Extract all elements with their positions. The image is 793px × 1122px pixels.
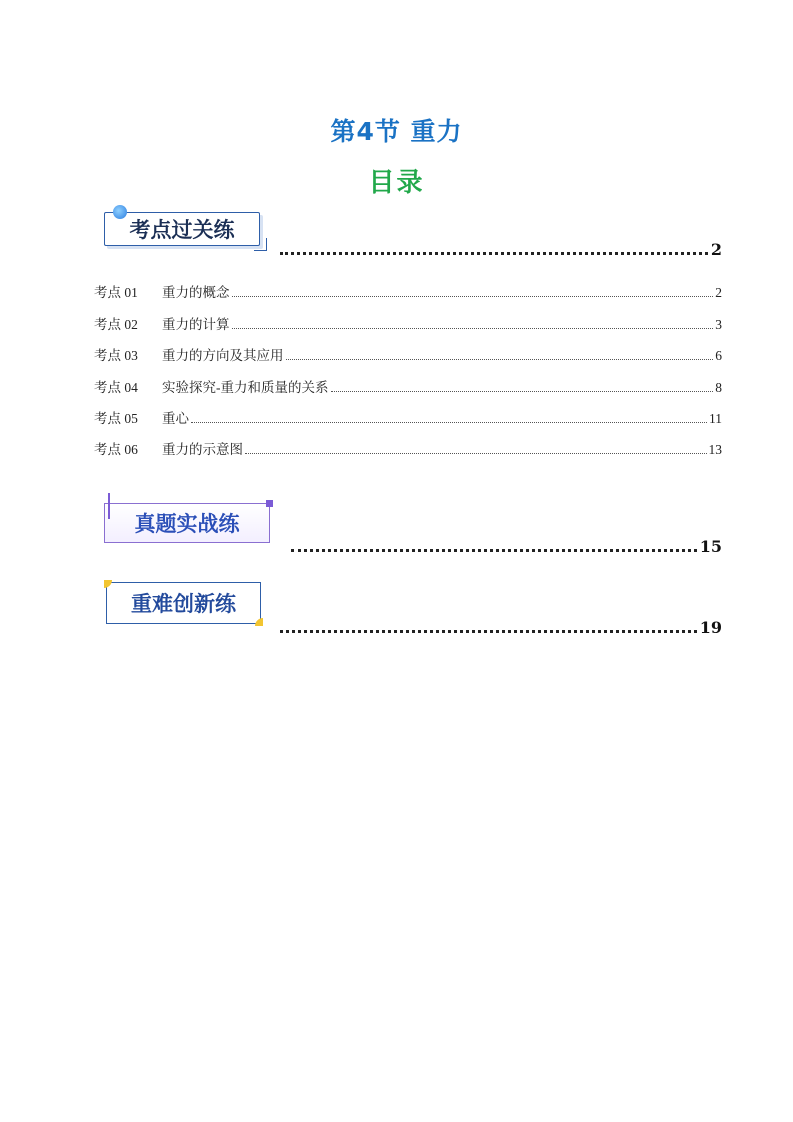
toc-entry[interactable] [94,301,722,332]
dot-leader [286,359,714,360]
section-page: 2 [710,240,722,259]
dot-leader [280,252,708,255]
section-label: 真题实战练 [134,512,240,536]
entry-page: 3 [715,316,722,332]
dot-leader [245,453,707,454]
entry-page: 8 [715,379,722,395]
entry-label: 重力的概念 [162,285,230,301]
section-leader-practice[interactable] [280,240,722,259]
toc-entry[interactable] [94,333,722,364]
section-page: 19 [699,618,722,637]
entry-page: 2 [715,285,722,301]
section-leader-innovation[interactable] [280,618,722,637]
entry-code: 考点 02 [94,316,138,332]
dot-leader [232,296,714,297]
dot-leader [291,549,697,552]
section-label: 重难创新练 [131,592,236,616]
section-leader-exam[interactable] [291,537,722,556]
section-label: 考点过关练 [129,218,235,242]
entry-label: 重心 [162,410,189,426]
corner-accent-icon [255,618,263,626]
lesson-title: 第4节 重力 [330,117,463,146]
entry-page: 6 [715,348,722,364]
accent-line-icon [108,493,110,519]
bubble-icon [113,205,127,219]
toc-entry[interactable] [94,427,722,458]
entry-page: 11 [709,410,722,426]
toc-entry[interactable] [94,396,722,427]
entry-code: 考点 05 [94,410,138,426]
section-banner-practice[interactable] [104,212,260,246]
dot-leader [280,630,697,633]
corner-square-icon [266,500,273,507]
corner-accent-icon [104,580,112,588]
section-page: 15 [699,537,722,556]
entry-label: 重力的示意图 [162,442,243,458]
entry-page: 13 [708,442,722,458]
entry-code: 考点 01 [94,285,138,301]
toc-entry[interactable] [94,364,722,395]
entry-label: 实验探究-重力和质量的关系 [162,379,329,395]
toc-title: 目录 [368,168,425,198]
toc-entry[interactable] [94,270,722,301]
entry-code: 考点 04 [94,379,138,395]
corner-hook-icon [254,238,267,251]
dot-leader [191,422,707,423]
section-banner-innovation[interactable] [106,582,261,624]
entry-code: 考点 06 [94,442,138,458]
section-banner-exam[interactable] [104,503,270,543]
entry-label: 重力的计算 [162,316,230,332]
entry-label: 重力的方向及其应用 [162,348,284,364]
dot-leader [331,391,714,392]
dot-leader [232,328,714,329]
entry-code: 考点 03 [94,348,138,364]
toc-list [94,270,722,458]
